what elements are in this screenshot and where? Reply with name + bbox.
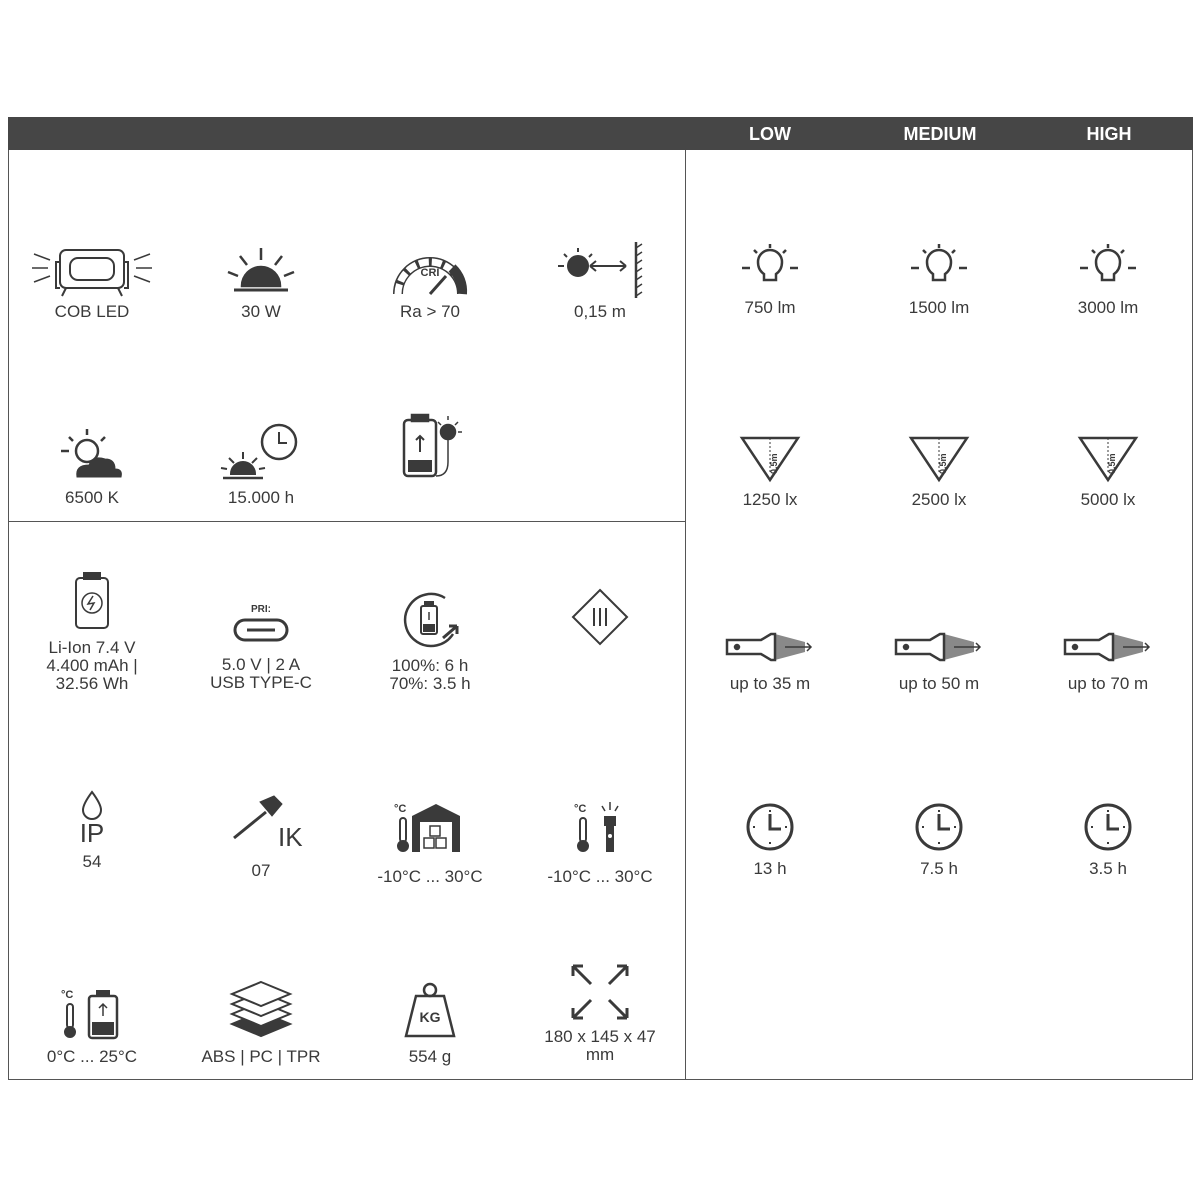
lux-high-label: 5000 lx: [1080, 490, 1136, 509]
beam-medium-label: up to 50 m: [898, 674, 980, 693]
spec-dimensions: [516, 962, 684, 1064]
bulb-icon: [1078, 244, 1138, 288]
battery-to-bulb-icon: [390, 412, 470, 484]
header-low: LOW: [749, 124, 791, 144]
flux-low: [686, 244, 854, 317]
svg-text:°C: °C: [394, 803, 407, 815]
light-to-wall-icon: [550, 240, 650, 300]
spec-min-distance-label: 0,15 m: [574, 302, 626, 321]
flashlight-beam-icon: [894, 630, 984, 664]
bulb-icon: [740, 244, 800, 288]
beam-high: [1024, 630, 1192, 693]
spec-materials: [177, 978, 345, 1066]
water-drop-icon: [77, 790, 107, 820]
spec-battery-label: Li-Ion 7.4 V 4.400 mAh | 32.56 Wh: [46, 638, 138, 693]
light-clock-icon: [221, 422, 301, 487]
spec-color-temp-label: 6500 K: [65, 488, 119, 507]
lux-medium-label: 2500 lx: [911, 490, 967, 509]
flux-medium: [855, 244, 1023, 317]
spec-powerbank: [346, 412, 514, 484]
runtime-low-label: 13 h: [753, 859, 787, 878]
svg-text:°C: °C: [574, 803, 587, 815]
section-divider: [8, 521, 685, 522]
svg-text:0.5m: 0.5m: [1107, 453, 1117, 474]
battery-charging-cycle-icon: [395, 590, 465, 648]
spec-ik-label: 07: [251, 861, 271, 880]
runtime-high: [1024, 802, 1192, 878]
sun-cloud-icon: [57, 425, 127, 487]
spec-battery: [8, 572, 176, 693]
svg-text:KG: KG: [419, 1009, 441, 1025]
flashlight-beam-icon: [725, 630, 815, 664]
usb-c-port-icon: [231, 600, 291, 646]
spec-cob-led-label: COB LED: [54, 302, 130, 321]
weight-icon: [400, 980, 460, 1040]
beam-medium: [855, 630, 1023, 693]
spec-lifetime-label: 15.000 h: [227, 488, 295, 507]
spec-cob-led: [8, 240, 176, 321]
spec-cri: [346, 240, 514, 321]
spec-usb: [177, 600, 345, 692]
beam-cone-icon: [1078, 436, 1138, 482]
thermometer-flashlight-icon: [560, 800, 640, 854]
floodlight-icon: [32, 240, 152, 300]
spec-operating-temp: [516, 800, 684, 886]
spec-cri-label: Ra > 70: [399, 302, 460, 321]
spec-usb-label: 5.0 V | 2 A USB TYPE-C: [210, 655, 312, 692]
ip-letters: IP: [79, 818, 105, 848]
cri-gauge-icon: [390, 240, 470, 300]
svg-text:CRI: CRI: [420, 267, 440, 279]
spec-weight: [346, 980, 514, 1066]
spec-power-label: 30 W: [241, 302, 281, 321]
spec-materials-label: ABS | PC | TPR: [201, 1047, 321, 1066]
spec-storage-temp-label: -10°C ... 30°C: [377, 867, 483, 886]
spec-min-distance: [516, 240, 684, 321]
beam-low: [686, 630, 854, 693]
rechargeable-battery-icon: [72, 572, 112, 630]
spec-dimensions-label: 180 x 145 x 47 mm: [544, 1027, 656, 1064]
header-high: HIGH: [1086, 124, 1132, 144]
bulb-icon: [909, 244, 969, 288]
lux-low: [686, 436, 854, 509]
beam-cone-icon: [740, 436, 800, 482]
spec-charging-temp: [8, 986, 176, 1066]
flashlight-beam-icon: [1063, 630, 1153, 664]
clock-icon: [914, 802, 964, 852]
runtime-high-label: 3.5 h: [1089, 859, 1127, 878]
beam-cone-icon: [909, 436, 969, 482]
spec-power: [177, 240, 345, 321]
spec-lifetime: [177, 422, 345, 507]
beam-high-label: up to 70 m: [1067, 674, 1149, 693]
light-burst-icon: [226, 240, 296, 300]
layers-icon: [226, 978, 296, 1040]
flux-high: [1024, 244, 1192, 317]
runtime-medium-label: 7.5 h: [920, 859, 958, 878]
thermometer-warehouse-icon: [390, 800, 470, 854]
clock-icon: [745, 802, 795, 852]
spec-insulation-class: [516, 587, 684, 647]
lux-medium: [855, 436, 1023, 509]
flux-medium-label: 1500 lm: [908, 298, 970, 317]
spec-ip-label: 54: [82, 852, 102, 871]
expand-arrows-icon: [569, 962, 631, 1022]
svg-text:0.5m: 0.5m: [938, 453, 948, 474]
flux-high-label: 3000 lm: [1077, 298, 1139, 317]
spec-ip: [8, 790, 176, 871]
lux-high: [1024, 436, 1192, 509]
header-medium: MEDIUM: [903, 124, 977, 144]
clock-icon: [1083, 802, 1133, 852]
spec-storage-temp: [346, 800, 514, 886]
svg-text:°C: °C: [61, 989, 74, 1001]
spec-weight-label: 554 g: [408, 1047, 452, 1066]
spec-ik: [177, 798, 345, 880]
lux-low-label: 1250 lx: [742, 490, 798, 509]
class-iii-diamond-icon: [570, 587, 630, 647]
svg-text:PRI:: PRI:: [251, 604, 271, 615]
beam-low-label: up to 35 m: [729, 674, 811, 693]
svg-text:IK: IK: [278, 822, 303, 852]
thermometer-battery-icon: [57, 986, 127, 1040]
spec-operating-temp-label: -10°C ... 30°C: [547, 867, 653, 886]
spec-charging-temp-label: 0°C ... 25°C: [46, 1047, 138, 1066]
hammer-icon: [226, 798, 303, 852]
runtime-low: [686, 802, 854, 878]
spec-charge-time-label: 100%: 6 h 70%: 3.5 h: [389, 656, 471, 693]
spec-color-temp: [8, 425, 176, 507]
spec-charge-time: [346, 590, 514, 693]
runtime-medium: [855, 802, 1023, 878]
flux-low-label: 750 lm: [744, 298, 796, 317]
svg-text:0.5m: 0.5m: [769, 453, 779, 474]
